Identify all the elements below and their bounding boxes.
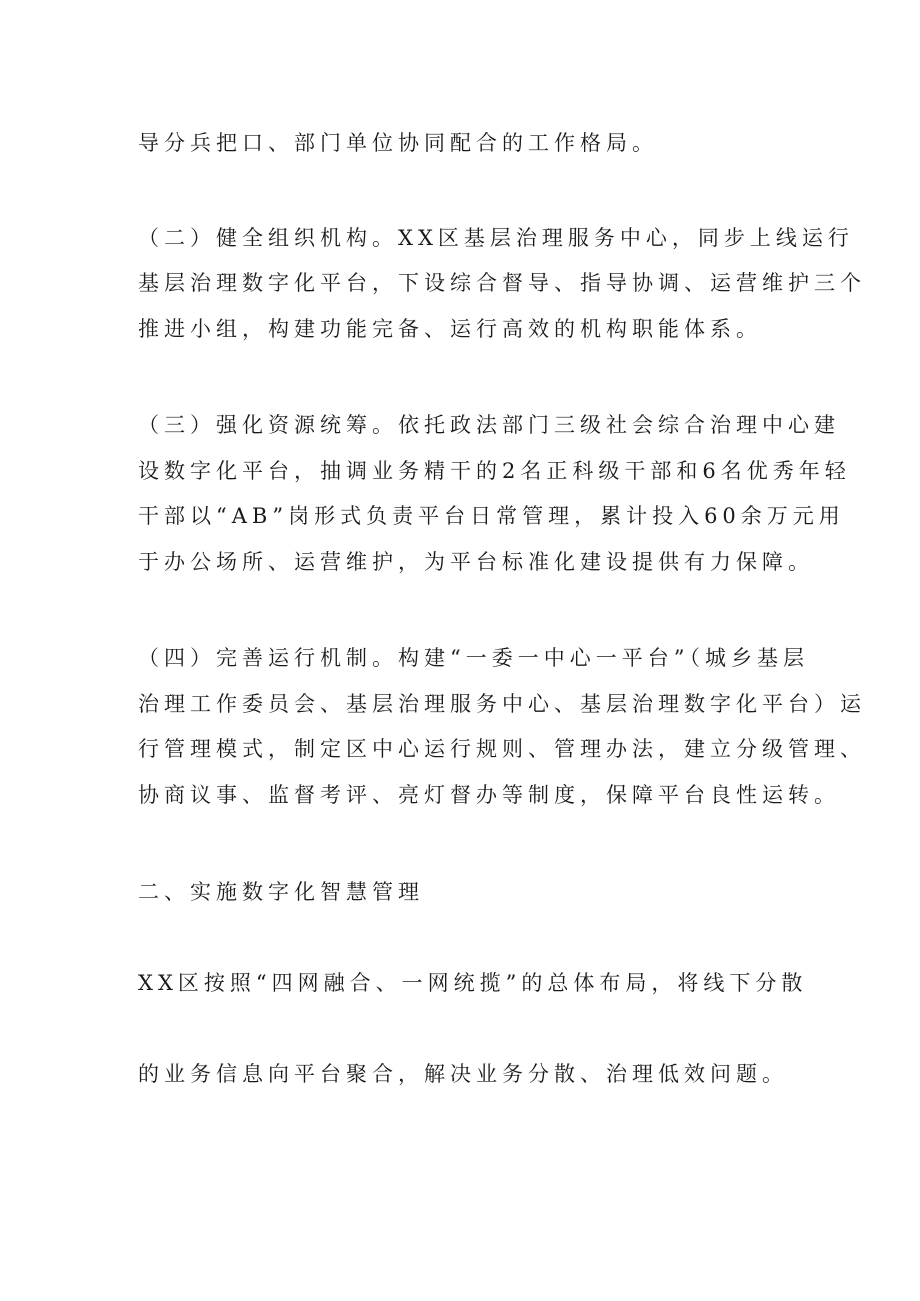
paragraph-line: 治理工作委员会、基层治理服务中心、基层治理数字化平台）运 xyxy=(138,692,866,716)
chapter-heading: 二、实施数字化智慧管理 xyxy=(138,880,424,904)
paragraph-line: 干部以“AB”岗形式负责平台日常管理，累计投入60余万元用 xyxy=(138,504,845,528)
section-heading-2-line: （二）健全组织机构。XX区基层治理服务中心，同步上线运行 xyxy=(138,226,854,250)
section-heading-4-line: （四）完善运行机制。构建“一委一中心一平台”（城乡基层 xyxy=(138,646,809,670)
paragraph-line: 基层治理数字化平台，下设综合督导、指导协调、运营维护三个 xyxy=(138,271,866,295)
section-heading-3-line: （三）强化资源统筹。依托政法部门三级社会综合治理中心建 xyxy=(138,413,840,437)
paragraph-line: 推进小组，构建功能完备、运行高效的机构职能体系。 xyxy=(138,317,762,341)
paragraph-line: 行管理模式，制定区中心运行规则、管理办法，建立分级管理、 xyxy=(138,737,866,761)
paragraph-line: 导分兵把口、部门单位协同配合的工作格局。 xyxy=(138,131,658,155)
paragraph-line: 于办公场所、运营维护，为平台标准化建设提供有力保障。 xyxy=(138,550,814,574)
paragraph-line: 协商议事、监督考评、亮灯督办等制度，保障平台良性运转。 xyxy=(138,783,840,807)
paragraph-line: 的业务信息向平台聚合，解决业务分散、治理低效问题。 xyxy=(138,1062,788,1086)
paragraph-line: 设数字化平台，抽调业务精干的2名正科级干部和6名优秀年轻 xyxy=(138,459,851,483)
paragraph-line: XX区按照“四网融合、一网统揽”的总体布局，将线下分散 xyxy=(138,971,808,995)
